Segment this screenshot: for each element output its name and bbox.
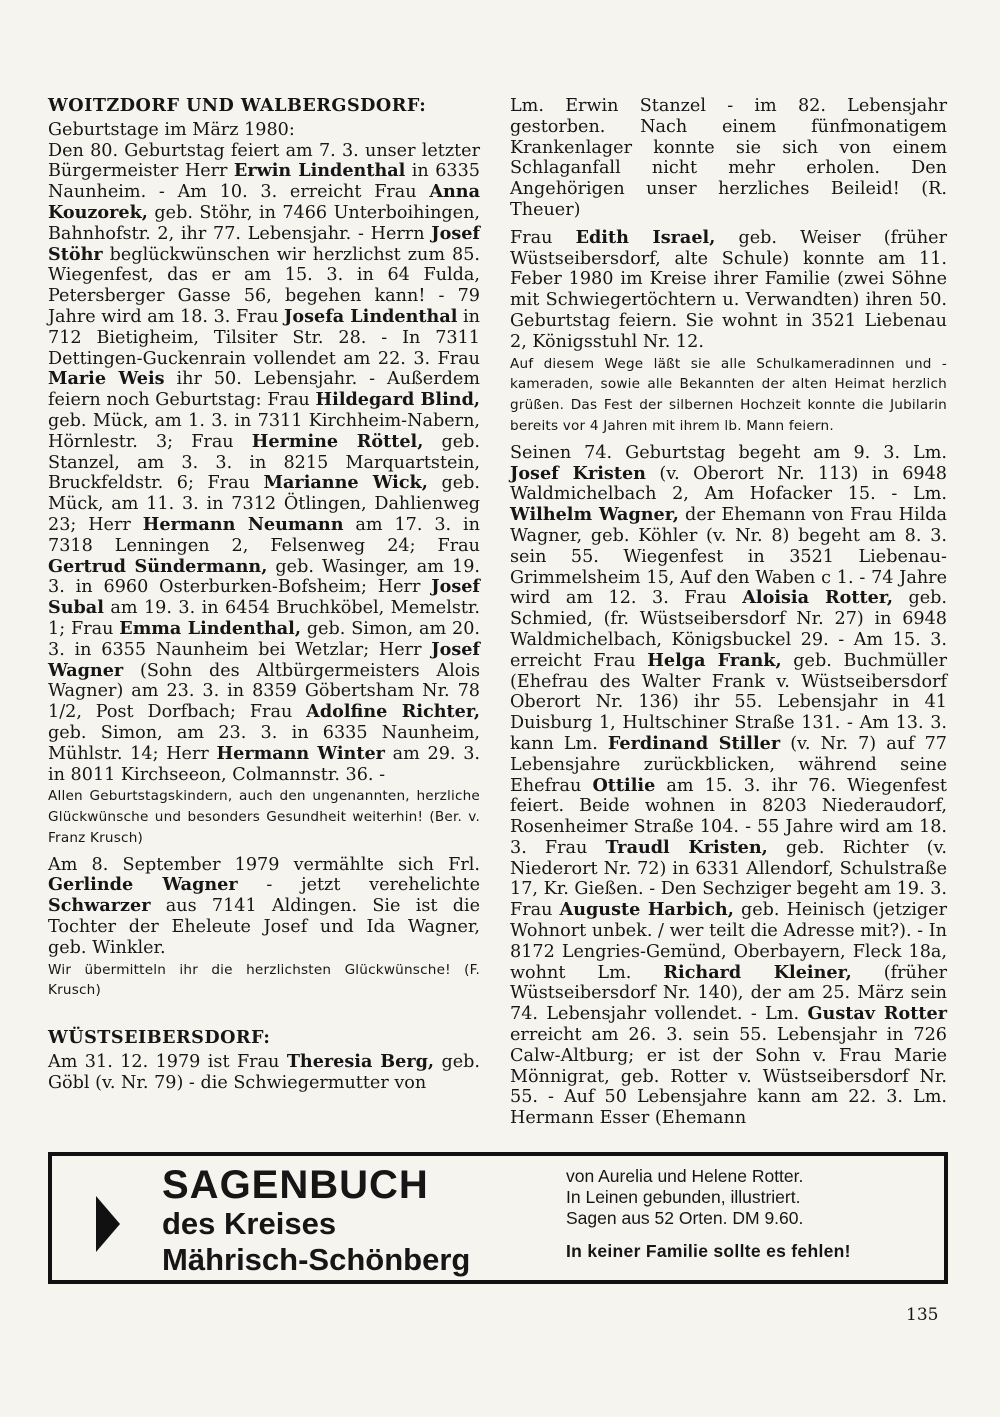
text: erreicht am 26. 3. sein 55. Lebensjahr in 726 Calw-Altburg; er ist der Sohn v. Frau Marie Mönnigrat, geb. Rotter v. Wüstseibersdorf Nr. 55. - Auf 50 Lebensjahre kann am 22. 3. Lm. Hermann Esser (Ehemann [510,1025,947,1129]
name: Traudl Kristen, [605,836,768,858]
obituary-continued: Lm. Erwin Stanzel - im 82. Lebensjahr gestorben. Nach einem fünfmonatigem Krankenlager konnte sie sich von einem Schlaganfall nicht mehr erholen. Den Angehörigen unser herzliches Beileid! (R. Theuer) [510,96,947,220]
name: Wilhelm Wagner, [510,504,679,526]
name: Marie Weis [48,368,165,390]
name: Josef Wagner [48,638,480,681]
name: Gustav Rotter [807,1003,948,1025]
wedding-paragraph [48,855,480,1001]
right-column [510,96,947,1136]
name: Hermine Röttel, [251,430,424,452]
text: (v. Nr. 7) auf 77 Lebensjahre zurückblicken, während seine Ehefrau [510,733,947,796]
text: (Sohn des Altbürgermeisters Alois Wagner) am 23. 3. in 8359 Göbertsham Nr. 78 1/2, Post Dorfbach; Frau [48,660,480,723]
wedding-note: Wir übermitteln ihr die herzlichsten Glückwünsche! (F. Krusch) [48,961,480,999]
name: Josef Subal [48,576,480,619]
birthdays-paragraph [48,120,480,848]
text: am 15. 3. ihr 76. Wiegenfest feiert. Beide wohnen in 8203 Niederaudorf, Rosenheimer Straße 104. - 55 Jahre wird am 18. 3. Frau [510,775,948,858]
name: Erwin Lindenthal [233,160,406,182]
name: Hermann Winter [216,742,385,764]
greeting-note: Allen Geburtstagskindern, auch den ungenannten, herzliche Glückwünsche und besonders Gesundheit weiterhin! (Ber. v. Franz Krusch) [48,788,480,846]
text: am 17. 3. in 7318 Lenningen 2, Felsenweg 24; Frau [48,514,480,556]
ad-subtitle: des Kreises [162,1206,337,1241]
edith-israel-paragraph [510,228,947,436]
text: geb. Schmied, (fr. Wüstseibersdorf Nr. 27) in 6948 Waldmichelbach, Königsbuckel 29. - Am 15. 3. erreicht Frau [510,588,948,671]
ad-title-block [162,1164,470,1278]
text: aus 7141 Aldingen. Sie ist die Tochter der Eheleute Josef und Ida Wagner, geb. Winkler. [48,896,480,958]
text: geb. Simon, am 20. 3. in 6355 Naunheim bei Wetzlar; Herr [48,618,480,660]
ad-authors: von Aurelia und Helene Rotter. [566,1166,804,1186]
text: geb. Mück, am 11. 3. in 7312 Ötlingen, Dahlienweg 23; Herr [48,473,480,535]
text: Frau [510,227,576,248]
book-advertisement [48,1152,948,1284]
name: Anna Kouzorek, [48,181,480,223]
name: Aloisia Rotter, [742,587,893,609]
name: Josef Kristen [510,462,646,484]
text: geb. Wasinger, am 19. 3. in 6960 Osterburken-Bofsheim; Herr [48,556,480,598]
text: geb. Richter (v. Niederort Nr. 72) in 6331 Allendorf, Schulstraße 17, Kr. Gießen. - Den Sechziger begeht am 19. 3. Frau [510,837,947,921]
ad-binding: In Leinen gebunden, illustriert. [566,1187,801,1207]
text: (v. Oberort Nr. 113) in 6948 Waldmichelbach 2, Am Hofacker 15. - Lm. [510,463,947,505]
text: Seinen 74. Geburtstag begeht am 9. 3. Lm. [510,442,947,463]
name: Hildegard Blind, [315,389,480,411]
text: geb. Mück, am 1. 3. in 7311 Kirchheim-Nabern, Hörnlestr. 3; Frau [48,410,480,452]
text: in 712 Bietigheim, Tilsiter Str. 28. - In 7311 Dettingen-Guckenrain vollendet am 22. 3. Frau [48,306,480,369]
name: Auguste Harbich, [559,899,734,921]
obituary-paragraph [48,1052,480,1094]
greeting-note: Auf diesem Wege läßt sie alle Schulkameradinnen und -kameraden, sowie alle Bekannten der alten Heimat herzlich grüßen. Das Fest der silbernen Hochzeit konnte die Jubilarin bereits vor 4 Jahren mit ihrem lb. Mann feiern. [510,355,947,434]
text: Den 80. Geburtstag feiert am 7. 3. unser letzter Bürgermeister Herr [48,140,480,182]
text: ihr 50. Lebensjahr. - Außerdem feiern noch Geburtstag: Frau [48,369,480,411]
name: Theresia Berg, [286,1051,435,1073]
section-heading-wuestseibersdorf: WÜSTSEIBERSDORF: [48,1027,271,1049]
name: Schwarzer [48,895,151,917]
name: Richard Kleiner, [663,961,852,983]
arrow-right-icon [96,1196,120,1252]
name: Marianne Wick, [263,472,428,494]
text: beglückwünschen wir herzlichst zum 85. Wiegenfest, das er am 15. 3. in 64 Fulda, Petersberger Gasse 56, begehen kann! - 79 Jahre wird am 18. 3. Frau [48,244,480,327]
name: Helga Frank, [647,649,782,671]
name: Ferdinand Stiller [607,732,781,754]
text: geb. Simon, am 23. 3. in 6335 Naunheim, Mühlstr. 14; Herr [48,722,480,764]
text: Am 8. September 1979 vermählte sich Frl. [48,854,480,875]
left-column [48,96,480,1101]
text: geb. Stanzel, am 3. 3. in 8215 Marquartstein, Bruckfeldstr. 6; Frau [48,431,481,494]
text: in 6335 Naunheim. - Am 10. 3. erreicht Frau [48,161,480,203]
text: - jetzt verehelichte [237,875,481,896]
section-heading-woitzdorf: WOITZDORF UND WALBERGSDORF: [48,95,427,116]
ad-slogan: In keiner Familie sollte es fehlen! [566,1241,851,1261]
text: (früher Wüstseibersdorf Nr. 140), der am 25. März sein 74. Lebensjahr vollendet. - Lm. [510,962,947,1025]
text: am 29. 3. in 8011 Kirchseeon, Colmannstr. 36. - [48,743,481,785]
ad-title: SAGENBUCH [162,1163,429,1207]
ad-price: Sagen aus 52 Orten. DM 9.60. [566,1208,804,1228]
text: geb. Stöhr, in 7466 Unterboihingen, Bahnhofstr. 2, ihr 77. Lebensjahr. - Herrn [48,202,480,244]
name: Josef Stöhr [48,222,480,265]
ad-info [566,1166,851,1262]
text: geb. Weiser (früher Wüstseibersdorf, alte Schule) konnte am 11. Feber 1980 im Kreise ihrer Familie (zwei Söhne mit Schwiegertöchtern u. Verwandten) ihren 50. Geburtstag feiern. Sie wohnt in 3521 Liebenau 2, Königsstuhl Nr. 12. [510,227,947,352]
name: Hermann Neumann [142,513,344,535]
name: Ottilie [592,774,656,796]
text: am 19. 3. in 6454 Bruchköbel, Memelstr. 1; Frau [48,598,480,639]
name: Adolfine Richter, [306,701,480,723]
page-number: 135 [906,1305,939,1325]
name: Emma Lindenthal, [119,617,301,639]
text: geb. Buchmüller (Ehefrau des Walter Frank v. Wüstseibersdorf Oberort Nr. 136) ihr 55. Lebensjahr in 41 Duisburg 1, Hultschiner Straße 131. - Am 13. 3. kann Lm. [510,650,948,754]
name: Josefa Lindenthal [284,305,458,327]
name: Gertrud Sündermann, [48,555,268,577]
text: Am 31. 12. 1979 ist Frau [48,1052,287,1073]
birthdays-paragraph-right [510,443,947,1129]
name: Edith Israel, [575,226,716,248]
name: Gerlinde Wagner [48,874,238,896]
text: der Ehemann von Frau Hilda Wagner, geb. Köhler (v. Nr. 8) begeht am 8. 3. sein 55. Wiegenfest in 3521 Liebenau-Grimmelsheim 15, Auf den Waben c 1. - 74 Jahre wird am 12. 3. Frau [510,505,947,609]
ad-region: Mährisch-Schönberg [162,1242,471,1277]
text: geb. Göbl (v. Nr. 79) - die Schwiegermutter von [48,1052,481,1093]
text: geb. Heinisch (jetziger Wohnort unbek. / wer teilt die Adresse mit?). - In 8172 Lengries-Gemünd, Oberbayern, Fleck 18a, wohnt Lm. [510,900,947,983]
text: Geburtstage im März 1980: [48,119,295,140]
